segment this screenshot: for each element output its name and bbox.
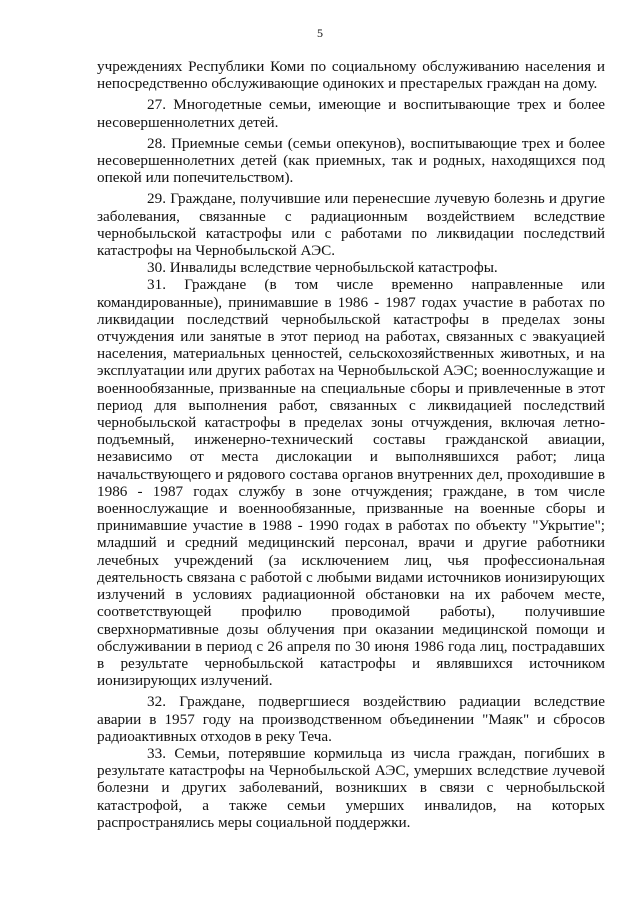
document-body [97, 58, 605, 831]
paragraph-item-27: 27. Многодетные семьи, имеющие и воспитывающие трех и более несовершеннолетних детей. [97, 96, 605, 131]
paragraph-item-28: 28. Приемные семьи (семьи опекунов), воспитывающие трех и более несовершеннолетних детей (как приемных, так и родных, находящихся под опекой или попечительством). [97, 134, 605, 187]
paragraph-item-30: 30. Инвалиды вследствие чернобыльской катастрофы. [147, 259, 498, 277]
paragraph-item-32: 32. Граждане, подвергшиеся воздействию радиации вследствие аварии в 1957 году на производственном объединении "Маяк" и сбросов радиоактивных отходов в реку Теча. [97, 693, 605, 745]
page-number: 5 [317, 26, 323, 40]
paragraph-item-31: 31. Граждане (в том числе временно направленные или командированные), принимавшие в 1986 - 1987 годах участие в работах по ликвидации последствий чернобыльской катастрофы в пределах зоны отчуждения или занятые в этот период на работах, связанных с эвакуацией населения, материальных ценностей, сельскохозяйственных животных, и на эксплуатации или других работах на Чернобыльской АЭС; военнослужащие и военнообязанные, призванные на специальные сборы и привлеченные в этот период для выполнения работ, связанных с ликвидацией последствий чернобыльской катастрофы в пределах зоны отчуждения, включая летно-подъемный, инженерно-технический составы гражданской авиации, независимо от места дислокации и выполнявшихся работ; лица начальствующего и рядового состава органов внутренних дел, проходившие в 1986 - 1987 годах службу в зоне отчуждения; граждане, в том числе военнослужащие и военнообязанные, призванные на военные сборы и принимавшие участие в 1988 - 1990 годах в работах по объекту "Укрытие"; младший и средний медицинский персонал, врачи и другие работники лечебных учреждений (за исключением лиц, чья профессиональная деятельность связана с работой с любыми видами источников ионизирующих излучений в условиях радиационной обстановки на их рабочем месте, соответствующей профилю проводимой работы), получившие сверхнормативные дозы облучения при оказании медицинской помощи и обслуживании в период с 26 апреля по 30 июня 1986 года лиц, пострадавших в результате чернобыльской катастрофы и являвшихся источником ионизирующих излучений. [97, 276, 605, 690]
paragraph-item-33: 33. Семьи, потерявшие кормильца из числа граждан, погибших в результате катастрофы на Чернобыльской АЭС, умерших вследствие лучевой болезни и других заболеваний, возникших в связи с чернобыльской катастрофой, а также семьи умерших инвалидов, на которых распространялись меры социальной поддержки. [97, 744, 605, 831]
paragraph-item-29: 29. Граждане, получившие или перенесшие лучевую болезнь и другие заболевания, связанные с радиационным воздействием вследствие чернобыльской катастрофы или с работами по ликвидации последствий катастрофы на Чернобыльской АЭС. [97, 190, 605, 260]
paragraph-continuation: учреждениях Республики Коми по социальному обслуживанию населения и непосредственно обслуживающие одиноких и престарелых граждан на дому. [97, 58, 605, 93]
